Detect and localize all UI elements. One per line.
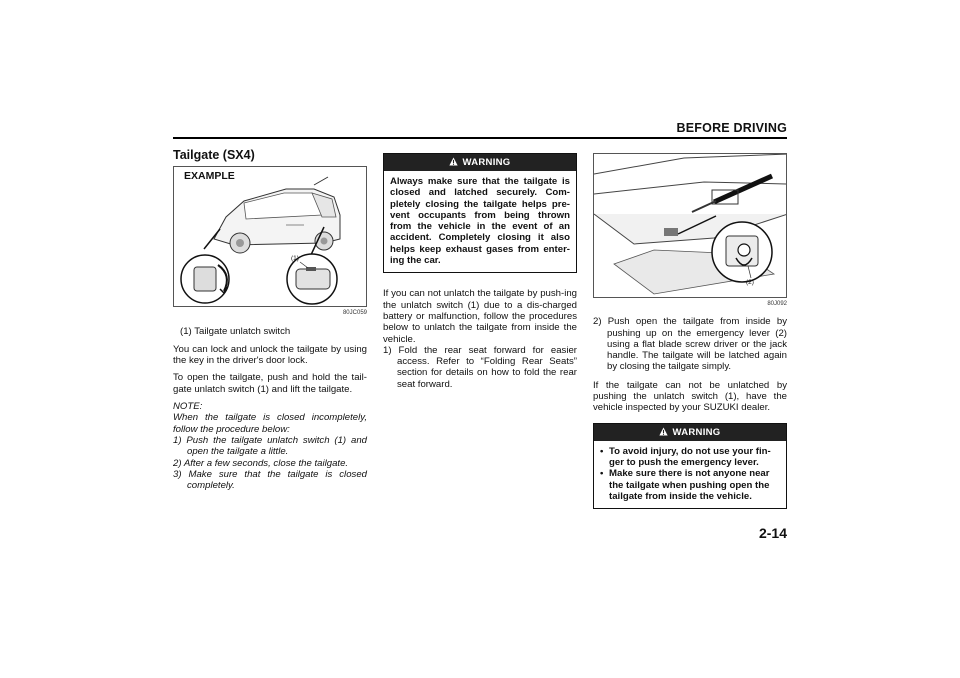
procedure-step: 1) Fold the rear seat forward for easier access. Refer to “Folding Rear Seats” section for details on how to fold the rear seat forward. xyxy=(383,344,577,390)
note-heading: NOTE: xyxy=(173,401,203,413)
procedure-step: 2) Push open the tailgate from inside by pushing up on the emergency lever (2) using a flat blade screw driver or the jack handle. The tailgate will be latched again by closing the tailgate simply. xyxy=(593,316,787,373)
figure-callout-2: (2) xyxy=(746,279,754,286)
tailgate-switch-figure xyxy=(173,166,367,307)
warning-title: WARNING xyxy=(672,426,721,438)
warning-triangle-icon xyxy=(449,157,458,166)
warning-item: • Make sure there is not anyone near the tailgate when pushing open the tailgate from inside the vehicle. xyxy=(600,468,780,502)
section-title: Tailgate (SX4) xyxy=(173,148,255,162)
figure-id: 80J092 xyxy=(767,301,787,307)
column-3 xyxy=(593,153,787,509)
note-intro: When the tailgate is closed incompletely, follow the procedure below: xyxy=(173,412,367,435)
header-rule xyxy=(173,137,787,139)
warning-box xyxy=(383,153,577,273)
note-block xyxy=(173,401,367,491)
warning-list xyxy=(594,441,786,508)
column-2 xyxy=(383,153,577,390)
page-number: 2-14 xyxy=(758,525,787,541)
figure-example-label: EXAMPLE xyxy=(184,170,235,183)
page-header-title: BEFORE DRIVING xyxy=(676,121,787,135)
note-item: 1) Push the tailgate unlatch switch (1) and open the tailgate a little. xyxy=(173,434,367,458)
tailgate-interior-illustration xyxy=(594,154,787,298)
note-item: 2) After a few seconds, close the tailgate. xyxy=(173,457,349,469)
paragraph: To open the tailgate, push and hold the tail-gate unlatch switch (1) and lift the tailgate. xyxy=(173,372,367,395)
column-1 xyxy=(173,150,367,491)
figure-caption: (1) Tailgate unlatch switch xyxy=(180,325,291,337)
paragraph: If you can not unlatch the tailgate by push-ing the unlatch switch (1) due to a dis-charged battery or malfunction, follow the procedures below to unlatch the tailgate from inside the vehicle. xyxy=(383,288,577,345)
paragraph: If the tailgate can not be unlatched by pushing the unlatch switch (1), have the vehicle inspected by your SUZUKI dealer. xyxy=(593,379,787,414)
warning-header xyxy=(594,424,786,441)
figure-callout-1: (1) xyxy=(291,255,299,263)
warning-header xyxy=(384,154,576,171)
warning-box xyxy=(593,423,787,509)
emergency-lever-figure xyxy=(593,153,787,298)
warning-item: • To avoid injury, do not use your fin-ger to push the emergency lever. xyxy=(600,446,780,469)
warning-text: Always make sure that the tailgate is closed and latched securely. Com-pletely closing the tailgate helps pre-vent occupants from being thrown from the vehicle in the event of an accident. Completely closing it also helps keep exhaust gases from enter-ing the car. xyxy=(390,176,570,267)
note-item: 3) Make sure that the tailgate is closed completely. xyxy=(173,468,367,492)
warning-title: WARNING xyxy=(462,157,511,168)
figure-id: 80JC059 xyxy=(342,310,367,317)
warning-triangle-icon xyxy=(659,427,668,436)
car-rear-illustration xyxy=(174,167,367,307)
paragraph: You can lock and unlock the tailgate by using the key in the driver's door lock. xyxy=(173,343,367,367)
